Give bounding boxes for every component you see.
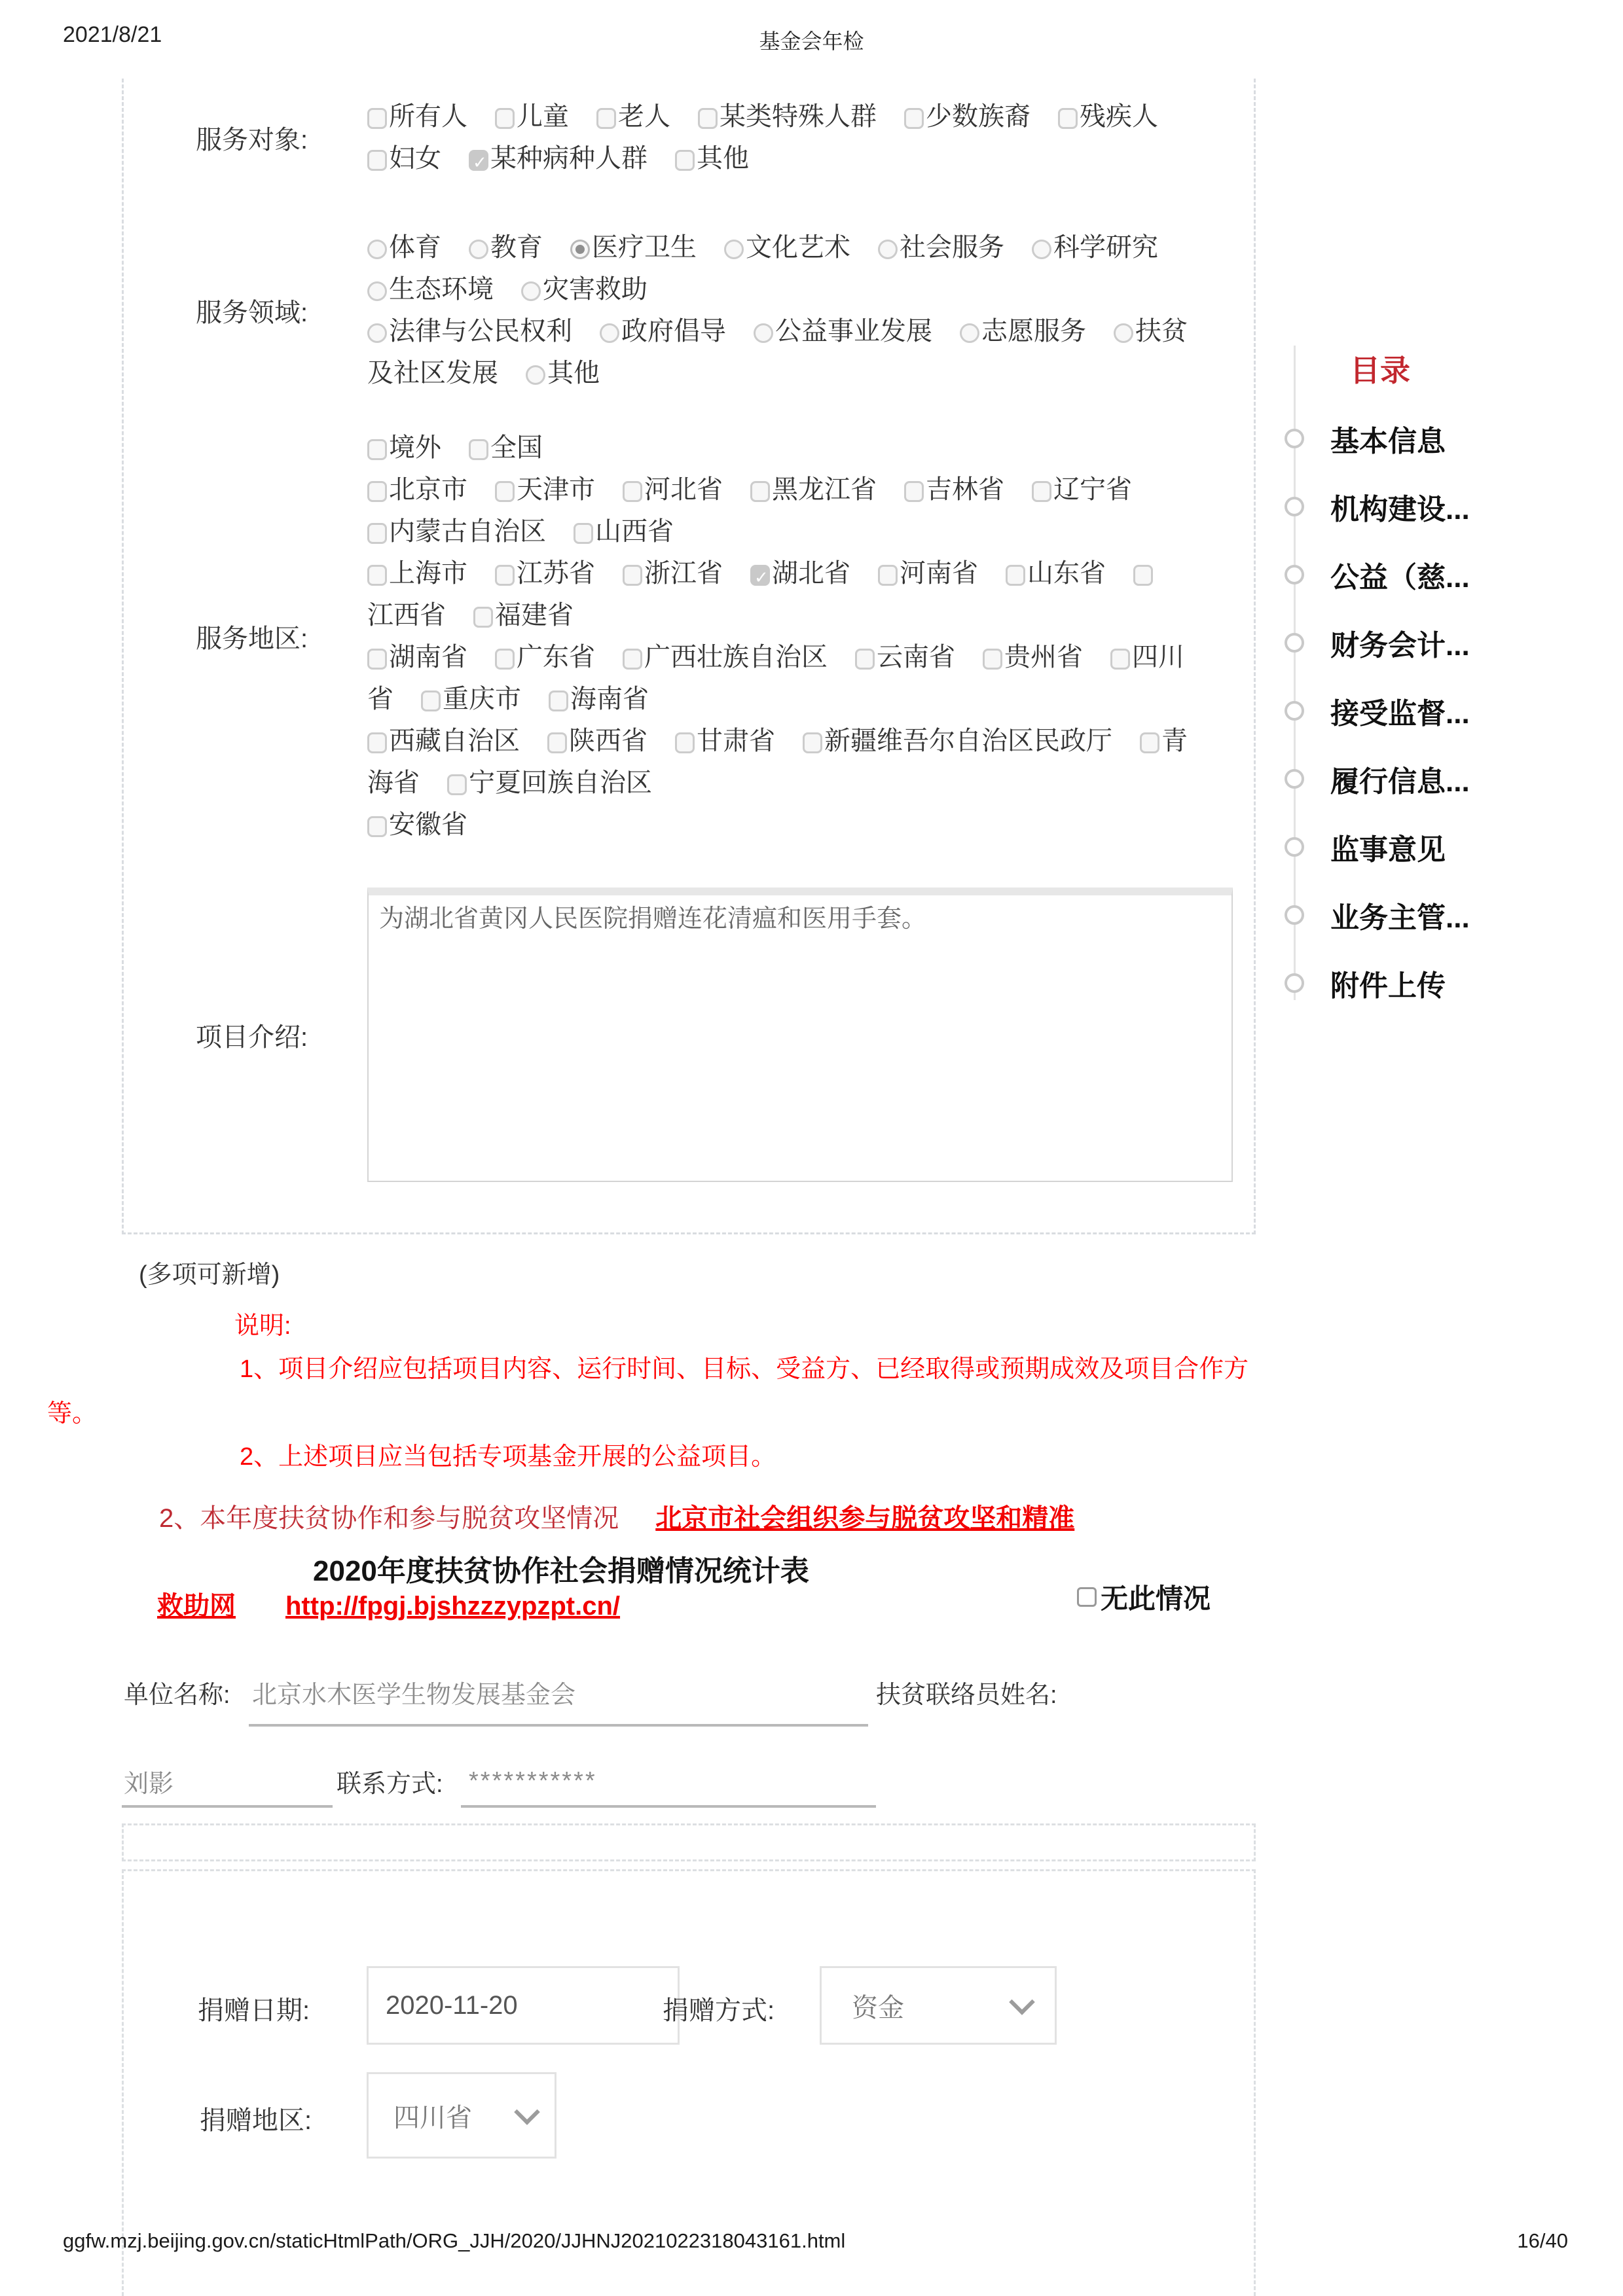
checkbox-option[interactable]: 境外 bbox=[367, 433, 441, 462]
radio-option[interactable]: 科学研究 bbox=[1032, 233, 1158, 262]
note-line1-wrap: 等。 bbox=[47, 1400, 98, 1427]
page-title: 基金会年检 bbox=[759, 29, 864, 53]
checkbox-option[interactable]: 天津市 bbox=[495, 475, 595, 504]
phone-underline bbox=[461, 1805, 876, 1808]
radio-option[interactable]: 灾害救助 bbox=[521, 275, 647, 304]
toc-bullet-icon bbox=[1285, 905, 1304, 925]
checkbox-option[interactable]: 四川 bbox=[1110, 643, 1184, 672]
checkbox-icon[interactable] bbox=[367, 481, 387, 502]
checkbox-icon[interactable] bbox=[698, 108, 718, 129]
toc-bullet-icon bbox=[1285, 837, 1304, 857]
org-name-value: 北京水木医学生物发展基金会 bbox=[252, 1681, 576, 1709]
poverty-platform-link-part1[interactable]: 北京市社会组织参与脱贫攻坚和精准 bbox=[655, 1504, 1075, 1533]
checkbox-option[interactable]: 西藏自治区 bbox=[367, 726, 520, 755]
checkbox-option[interactable]: 重庆市 bbox=[421, 685, 521, 713]
radio-icon[interactable] bbox=[469, 240, 488, 259]
service-field-row bbox=[124, 226, 1254, 394]
addable-note: (多项可新增) bbox=[139, 1261, 280, 1289]
no-such-case-checkbox[interactable] bbox=[1077, 1587, 1097, 1607]
chevron-down-icon bbox=[514, 2099, 540, 2125]
donation-date-label: 捐赠日期: bbox=[198, 1996, 310, 2025]
service-region-label: 服务地区: bbox=[196, 624, 308, 653]
toc-item[interactable] bbox=[1277, 404, 1617, 473]
contact-name-label: 扶贫联络员姓名: bbox=[876, 1681, 1057, 1709]
toc-list bbox=[1277, 404, 1617, 1017]
radio-icon[interactable] bbox=[367, 281, 387, 301]
checkbox-option[interactable]: 云南省 bbox=[855, 643, 955, 672]
checkbox-option[interactable]: 某类特殊人群 bbox=[698, 102, 877, 131]
radio-icon[interactable] bbox=[1114, 323, 1133, 343]
radio-option[interactable]: 社会服务 bbox=[878, 233, 1004, 262]
toc-title: 目录 bbox=[1350, 353, 1410, 387]
checkbox-option: 省 bbox=[367, 685, 393, 713]
donation-region-label: 捐赠地区: bbox=[200, 2106, 312, 2135]
toc-bullet-icon bbox=[1285, 565, 1304, 584]
checkbox-option[interactable]: 广西壮族自治区 bbox=[623, 643, 828, 672]
checkbox-option[interactable]: 新疆维吾尔自治区民政厅 bbox=[803, 726, 1112, 755]
radio-icon[interactable] bbox=[1032, 240, 1051, 259]
project-form-section bbox=[122, 79, 1256, 1234]
checkbox-icon[interactable] bbox=[904, 481, 924, 502]
footer-page-number: 16/40 bbox=[1517, 2229, 1568, 2252]
checkbox-option[interactable]: 其他 bbox=[675, 144, 749, 173]
checkbox-icon[interactable] bbox=[675, 732, 695, 753]
radio-icon[interactable] bbox=[600, 323, 619, 343]
checkbox-icon[interactable] bbox=[750, 565, 770, 586]
checkbox-icon[interactable] bbox=[1110, 649, 1130, 670]
footer-url: ggfw.mzj.beijing.gov.cn/staticHtmlPath/ORG_JJH/2020/JJHNJ2021022318043161.html bbox=[63, 2229, 846, 2252]
section2-heading: 2、本年度扶贫协作和参与脱贫攻坚情况 bbox=[159, 1504, 619, 1533]
project-intro-textarea[interactable]: 为湖北省黄冈人民医院捐赠连花清瘟和医用手套。 bbox=[367, 888, 1233, 1182]
toc-item[interactable] bbox=[1277, 949, 1617, 1017]
toc-item[interactable] bbox=[1277, 881, 1617, 949]
checkbox-icon[interactable] bbox=[878, 565, 898, 586]
checkbox-icon[interactable] bbox=[495, 649, 515, 670]
checkbox-option[interactable]: 陕西省 bbox=[547, 726, 647, 755]
radio-option[interactable]: 教育 bbox=[469, 233, 543, 262]
checkbox-option[interactable]: 残疾人 bbox=[1058, 102, 1158, 131]
checkbox-option[interactable]: 妇女 bbox=[367, 144, 441, 173]
poverty-platform-link-part2[interactable]: 救助网 bbox=[157, 1592, 236, 1621]
radio-icon[interactable] bbox=[754, 323, 773, 343]
donation-method-label: 捐赠方式: bbox=[663, 1996, 775, 2025]
toc-item[interactable] bbox=[1277, 745, 1617, 813]
checkbox-icon[interactable] bbox=[623, 649, 642, 670]
checkbox-option[interactable]: 甘肃省 bbox=[675, 726, 775, 755]
service-field-label: 服务领域: bbox=[196, 298, 308, 327]
toc-item-label: 公益（慈... bbox=[1330, 562, 1470, 594]
toc-item[interactable] bbox=[1277, 541, 1617, 609]
checkbox-icon[interactable] bbox=[623, 481, 642, 502]
checkbox-icon[interactable] bbox=[623, 565, 642, 586]
radio-icon[interactable] bbox=[960, 323, 979, 343]
checkbox-icon[interactable] bbox=[1140, 732, 1159, 753]
checkbox-icon[interactable] bbox=[1133, 565, 1153, 586]
radio-option[interactable]: 体育 bbox=[367, 233, 441, 262]
donation-region-value: 四川省 bbox=[393, 2103, 472, 2132]
radio-option[interactable]: 公益事业发展 bbox=[754, 317, 932, 346]
checkbox-icon[interactable] bbox=[803, 732, 822, 753]
toc-item-label: 基本信息 bbox=[1330, 425, 1446, 457]
checkbox-option[interactable]: 浙江省 bbox=[623, 559, 723, 588]
radio-option[interactable]: 志愿服务 bbox=[960, 317, 1086, 346]
checkbox-icon[interactable] bbox=[367, 565, 387, 586]
checkbox-option[interactable]: 福建省 bbox=[473, 601, 574, 630]
radio-option[interactable]: 文化艺术 bbox=[724, 233, 850, 262]
toc-item-label: 监事意见 bbox=[1330, 834, 1446, 866]
checkbox-icon[interactable] bbox=[367, 816, 387, 837]
checkbox-icon[interactable] bbox=[1032, 481, 1051, 502]
checkbox-option[interactable]: 河南省 bbox=[878, 559, 978, 588]
radio-icon[interactable] bbox=[367, 240, 387, 259]
checkbox-option[interactable]: 黑龙江省 bbox=[750, 475, 877, 504]
checkbox-option[interactable]: 安徽省 bbox=[367, 810, 467, 839]
donation-table-title: 2020年度扶贫协作社会捐赠情况统计表 bbox=[313, 1555, 809, 1587]
checkbox-icon[interactable] bbox=[574, 523, 593, 544]
checkbox-option[interactable]: 内蒙古自治区 bbox=[367, 517, 546, 546]
radio-icon[interactable] bbox=[878, 240, 898, 259]
checkbox-icon[interactable] bbox=[495, 481, 515, 502]
donation-method-value: 资金 bbox=[852, 1993, 904, 2022]
service-field-options bbox=[367, 226, 1254, 394]
org-name-underline bbox=[249, 1724, 868, 1727]
radio-option[interactable]: 其他 bbox=[526, 359, 600, 387]
checkbox-icon[interactable] bbox=[367, 732, 387, 753]
checkbox-icon[interactable] bbox=[421, 691, 441, 711]
checkbox-option[interactable]: 海南省 bbox=[549, 685, 649, 713]
checkbox-icon[interactable] bbox=[983, 649, 1002, 670]
toc-item-label: 业务主管... bbox=[1330, 902, 1470, 934]
radio-option[interactable]: 扶贫 bbox=[1114, 317, 1188, 346]
note-line1: 1、项目介绍应包括项目内容、运行时间、目标、受益方、已经取得或预期成效及项目合作方 bbox=[240, 1355, 1249, 1383]
phone-value: *********** bbox=[469, 1767, 597, 1795]
toc-bullet-icon bbox=[1285, 429, 1304, 448]
toc-item[interactable] bbox=[1277, 609, 1617, 677]
toc-bullet-icon bbox=[1285, 769, 1304, 789]
checkbox-icon[interactable] bbox=[855, 649, 875, 670]
toc-item[interactable] bbox=[1277, 473, 1617, 541]
checkbox-option[interactable]: ✓ 某种病种人群 bbox=[469, 144, 647, 173]
checkbox-icon[interactable] bbox=[750, 481, 770, 502]
checkbox-option[interactable]: 北京市 bbox=[367, 475, 467, 504]
checkbox-option[interactable]: 所有人 bbox=[367, 102, 467, 131]
checkbox-icon[interactable] bbox=[904, 108, 924, 129]
checkbox-icon[interactable] bbox=[1058, 108, 1078, 129]
checkbox-option[interactable]: 山东省 bbox=[1006, 559, 1106, 588]
toc-item-label: 机构建设... bbox=[1330, 493, 1470, 526]
radio-icon[interactable] bbox=[526, 365, 545, 385]
checkbox-option[interactable]: 儿童 bbox=[495, 102, 569, 131]
radio-option[interactable]: 医疗卫生 bbox=[570, 233, 697, 262]
radio-option[interactable]: 法律与公民权利 bbox=[367, 317, 572, 346]
checkbox-icon[interactable] bbox=[473, 607, 493, 628]
donation-date-value: 2020-11-20 bbox=[386, 1990, 518, 2020]
checkbox-option[interactable]: 广东省 bbox=[495, 643, 595, 672]
empty-dashed-box bbox=[122, 1823, 1256, 1861]
toc-item-label: 附件上传 bbox=[1330, 970, 1446, 1002]
toc-bullet-icon bbox=[1285, 497, 1304, 516]
checkbox-icon[interactable] bbox=[547, 732, 567, 753]
radio-icon[interactable] bbox=[367, 323, 387, 343]
checkbox-icon[interactable] bbox=[495, 565, 515, 586]
radio-icon[interactable] bbox=[521, 281, 541, 301]
checkbox-option[interactable]: 河北省 bbox=[623, 475, 723, 504]
checkbox-option[interactable]: 上海市 bbox=[367, 559, 467, 588]
service-region-options bbox=[367, 427, 1254, 846]
radio-option[interactable]: 政府倡导 bbox=[600, 317, 726, 346]
checkbox-option[interactable]: 江苏省 bbox=[495, 559, 595, 588]
checkbox-option[interactable]: 贵州省 bbox=[983, 643, 1083, 672]
service-target-label: 服务对象: bbox=[196, 125, 308, 154]
checkbox-icon[interactable] bbox=[367, 150, 387, 171]
section2-heading-line bbox=[159, 1498, 1074, 1535]
checkbox-icon[interactable] bbox=[675, 150, 695, 171]
checkbox-option[interactable]: 湖南省 bbox=[367, 643, 467, 672]
radio-icon[interactable] bbox=[724, 240, 744, 259]
poverty-platform-url-link[interactable]: http://fpgj.bjshzzzypzpt.cn/ bbox=[285, 1592, 621, 1621]
checkbox-option[interactable]: 吉林省 bbox=[904, 475, 1004, 504]
checkbox-icon[interactable] bbox=[367, 649, 387, 670]
toc-item[interactable] bbox=[1277, 677, 1617, 745]
chevron-down-icon bbox=[1009, 1989, 1035, 2015]
checkbox-icon[interactable] bbox=[469, 439, 488, 460]
donation-method-select[interactable] bbox=[820, 1966, 1057, 2045]
radio-option: 及社区发展 bbox=[367, 359, 498, 387]
note-line2: 2、上述项目应当包括专项基金开展的公益项目。 bbox=[240, 1443, 776, 1471]
toc-bullet-icon bbox=[1285, 701, 1304, 721]
checkbox-icon[interactable] bbox=[469, 150, 488, 171]
service-target-options bbox=[367, 96, 1254, 179]
toc-item-label: 接受监督... bbox=[1330, 698, 1470, 730]
checkbox-icon[interactable] bbox=[549, 691, 568, 711]
donation-date-input[interactable] bbox=[367, 1966, 680, 2045]
no-such-case bbox=[1077, 1577, 1211, 1617]
checkbox-option[interactable]: 少数族裔 bbox=[904, 102, 1030, 131]
checkbox-option[interactable]: 青 bbox=[1140, 726, 1188, 755]
org-name-label: 单位名称: bbox=[124, 1681, 230, 1709]
checkbox-icon[interactable] bbox=[1006, 565, 1025, 586]
checkbox-icon[interactable] bbox=[367, 523, 387, 544]
donation-region-select[interactable] bbox=[367, 2072, 556, 2159]
checkbox-option[interactable]: 全国 bbox=[469, 433, 543, 462]
toc-item[interactable] bbox=[1277, 813, 1617, 881]
service-target-row bbox=[124, 96, 1254, 179]
toc-bullet-icon bbox=[1285, 633, 1304, 653]
checkbox-icon[interactable] bbox=[447, 774, 467, 795]
project-intro-cell bbox=[367, 888, 1254, 1182]
toc-bullet-icon bbox=[1285, 973, 1304, 993]
section2-link-line bbox=[157, 1585, 620, 1623]
checkbox-option[interactable]: 辽宁省 bbox=[1032, 475, 1132, 504]
radio-icon[interactable] bbox=[570, 240, 590, 259]
note-title: 说明: bbox=[234, 1312, 291, 1340]
checkbox-option[interactable]: 老人 bbox=[596, 102, 670, 131]
service-region-row bbox=[124, 427, 1254, 846]
print-date: 2021/8/21 bbox=[63, 22, 162, 47]
toc-item-label: 财务会计... bbox=[1330, 630, 1470, 662]
checkbox-option[interactable] bbox=[1133, 559, 1155, 588]
phone-label: 联系方式: bbox=[337, 1770, 443, 1798]
project-intro-row bbox=[124, 888, 1254, 1182]
checkbox-icon[interactable] bbox=[596, 108, 616, 129]
contact-name-value: 刘影 bbox=[124, 1770, 174, 1798]
checkbox-option[interactable]: 宁夏回族自治区 bbox=[447, 768, 652, 797]
checkbox-icon[interactable] bbox=[495, 108, 515, 129]
checkbox-icon[interactable] bbox=[367, 439, 387, 460]
no-such-case-label: 无此情况 bbox=[1101, 1583, 1211, 1614]
checkbox-option[interactable]: ✓ 湖北省 bbox=[750, 559, 850, 588]
radio-option[interactable]: 生态环境 bbox=[367, 275, 494, 304]
contact-name-underline bbox=[122, 1805, 333, 1808]
checkbox-icon[interactable] bbox=[367, 108, 387, 129]
checkbox-option: 江西省 bbox=[367, 601, 446, 630]
project-intro-label: 项目介绍: bbox=[196, 1022, 308, 1052]
checkbox-option: 海省 bbox=[367, 768, 420, 797]
checkbox-option[interactable]: 山西省 bbox=[574, 517, 674, 546]
toc-item-label: 履行信息... bbox=[1330, 766, 1470, 798]
